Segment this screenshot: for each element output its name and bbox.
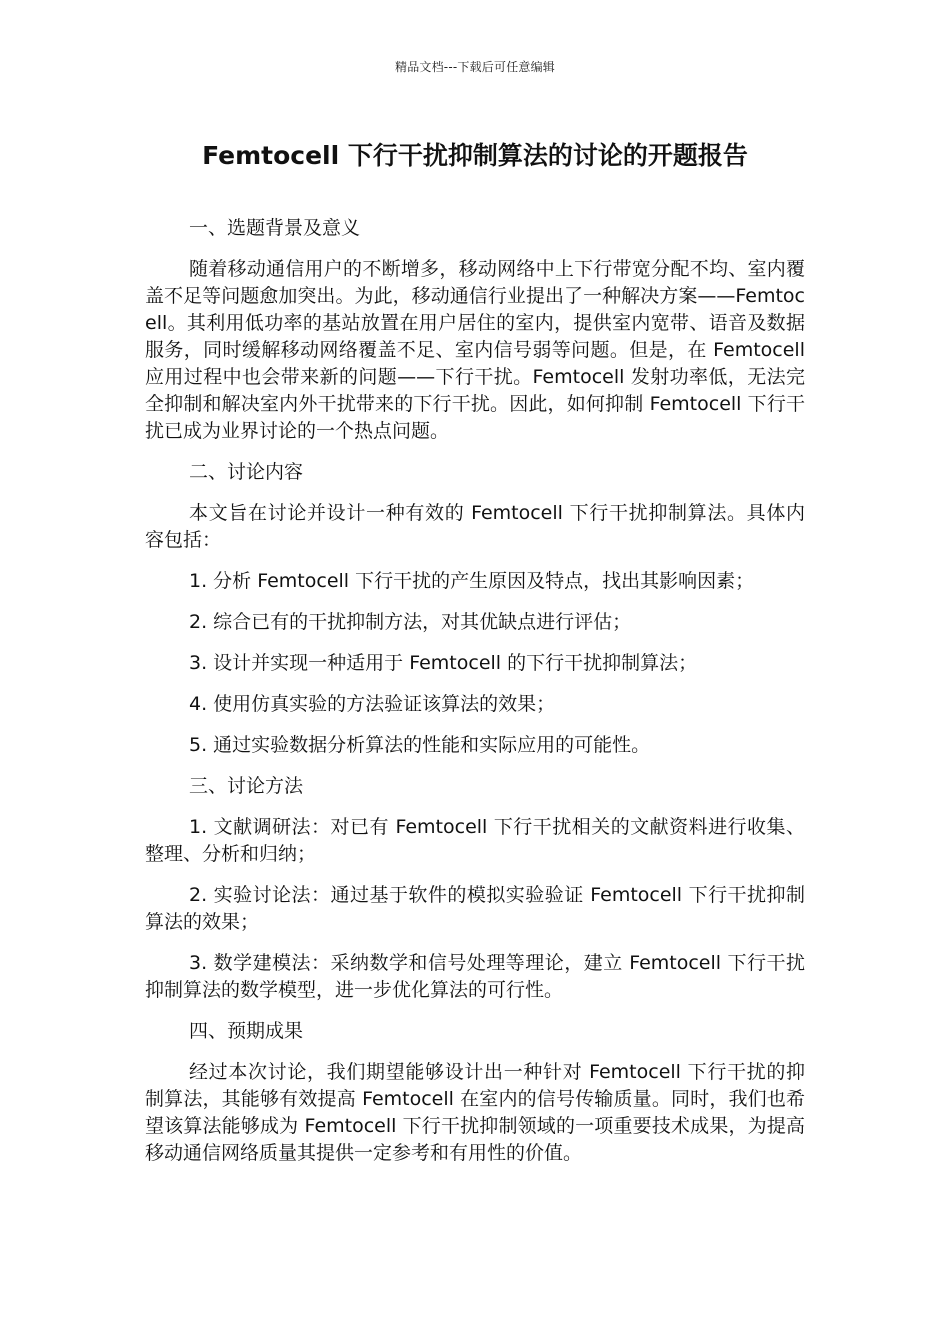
list-item: 4. 使用仿真实验的方法验证该算法的效果；	[189, 693, 556, 715]
section-heading-background: 一、选题背景及意义	[189, 217, 361, 239]
section-paragraph-background: 随着移动通信用户的不断增多，移动网络中上下行带宽分配不均、室内覆盖不足等问题愈加突出。为此，移动通信行业提出了一种解决方案——Femtocell。其利用低功率的基站放置在用户居住的室内，提供室内宽带、语音及数据服务，同时缓解移动网络覆盖不足、室内信号弱等问题。但是，在 Femtocell 应用过程中也会带来新的问题——下行干扰。Femtocell 发射功率低，无法完全抑制和解决室内外干扰带来的下行干扰。因此，如何抑制 Femtocell 下行干扰已成为业界讨论的一个热点问题。	[145, 258, 805, 442]
list-item: 1. 分析 Femtocell 下行干扰的产生原因及特点，找出其影响因素；	[189, 570, 755, 592]
list-item: 2. 综合已有的干扰抑制方法，对其优缺点进行评估；	[189, 611, 632, 633]
document-title: Femtocell 下行干扰抑制算法的讨论的开题报告	[202, 141, 748, 170]
section-heading-content: 二、讨论内容	[189, 461, 304, 483]
section-paragraph-outcomes: 经过本次讨论，我们期望能够设计出一种针对 Femtocell 下行干扰的抑制算法，其能够有效提高 Femtocell 在室内的信号传输质量。同时，我们也希望该算法能够成为 Femtocell 下行干扰抑制领域的一项重要技术成果，为提高移动通信网络质量其提供一定参考和有用性的价值。	[145, 1061, 805, 1164]
list-item: 1. 文献调研法：对已有 Femtocell 下行干扰相关的文献资料进行收集、整理、分析和归纳；	[145, 816, 805, 865]
list-item: 3. 数学建模法：采纳数学和信号处理等理论，建立 Femtocell 下行干扰抑制算法的数学模型，进一步优化算法的可行性。	[145, 952, 805, 1001]
list-item: 5. 通过实验数据分析算法的性能和实际应用的可能性。	[189, 734, 651, 756]
document-body	[145, 215, 805, 1181]
section-heading-methods: 三、讨论方法	[189, 775, 304, 797]
header-note: 精品文档---下载后可任意编辑	[395, 60, 555, 74]
list-item: 3. 设计并实现一种适用于 Femtocell 的下行干扰抑制算法；	[189, 652, 698, 674]
section-paragraph-content-intro: 本文旨在讨论并设计一种有效的 Femtocell 下行干扰抑制算法。具体内容包括：	[145, 502, 805, 551]
list-item: 2. 实验讨论法：通过基于软件的模拟实验验证 Femtocell 下行干扰抑制算法的效果；	[145, 884, 805, 933]
section-heading-outcomes: 四、预期成果	[189, 1020, 304, 1042]
